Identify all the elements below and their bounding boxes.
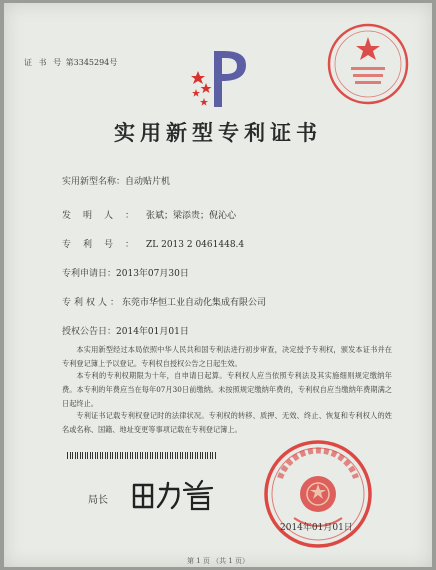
field-utility-model-name [62,174,170,187]
director-signature-icon [126,475,226,515]
field-patent-number [62,237,244,250]
certificate-title: 实用新型专利证书 [114,120,322,145]
field-filing-date [62,266,189,279]
field-inventor [62,208,236,221]
notice-paragraph-2: 本专利的专利权期限为十年，自申请日起算。专利权人应当依照专利法及其实施细则规定缴纳年费。本专利的年费应当在每年07月30日前缴纳。未按照规定缴纳年费的，专利权自应当缴纳年费期满之日起终止。 [62,371,392,408]
field-label: 专利权人： [62,298,123,308]
field-value: ZL 2013 2 0461448.4 [146,240,245,250]
field-label: 实用新型名称： [62,177,126,187]
page-indicator: 第 1 页 （共 1 页） [186,557,250,565]
field-label: 专利申请日： [62,269,117,279]
field-value: 东莞市华恒工业自动化集成有限公司 [122,298,267,308]
field-value: 张斌；梁添贵；倪沁心 [146,211,237,221]
field-value: 2013年07月30日 [116,269,189,279]
field-label: 专利号： [62,240,147,250]
sipo-official-seal-icon [262,438,374,550]
notice-paragraph-1: 本实用新型经过本局依照中华人民共和国专利法进行初步审查，决定授予专利权，颁发本证书并在专利登记簿上予以登记。专利权自授权公告之日起生效。 [62,345,392,368]
field-value: 自动贴片机 [125,177,171,187]
notice-paragraph-3: 专利证书记载专利权登记时的法律状况。专利权的转移、质押、无效、终止、恢复和专利权人的姓名或名称、国籍、地址变更等事项记载在专利登记簿上。 [62,411,392,434]
issue-date: 2014年01月01日 [280,523,353,533]
field-label: 发明人： [62,211,147,221]
certificate-number-label: 证 书 号 [24,58,64,67]
patent-certificate [4,3,432,567]
field-label: 授权公告日： [62,327,117,337]
sipo-logo-icon [184,41,256,113]
certificate-number [24,57,117,68]
agency-seal-icon [325,21,411,107]
director-label: 局长 [88,495,108,506]
field-announcement-date [62,324,189,337]
field-patentee [62,295,266,308]
barcode [67,452,217,459]
certificate-number-value: 第3345294号 [65,58,118,67]
field-value: 2014年01月01日 [116,327,189,337]
